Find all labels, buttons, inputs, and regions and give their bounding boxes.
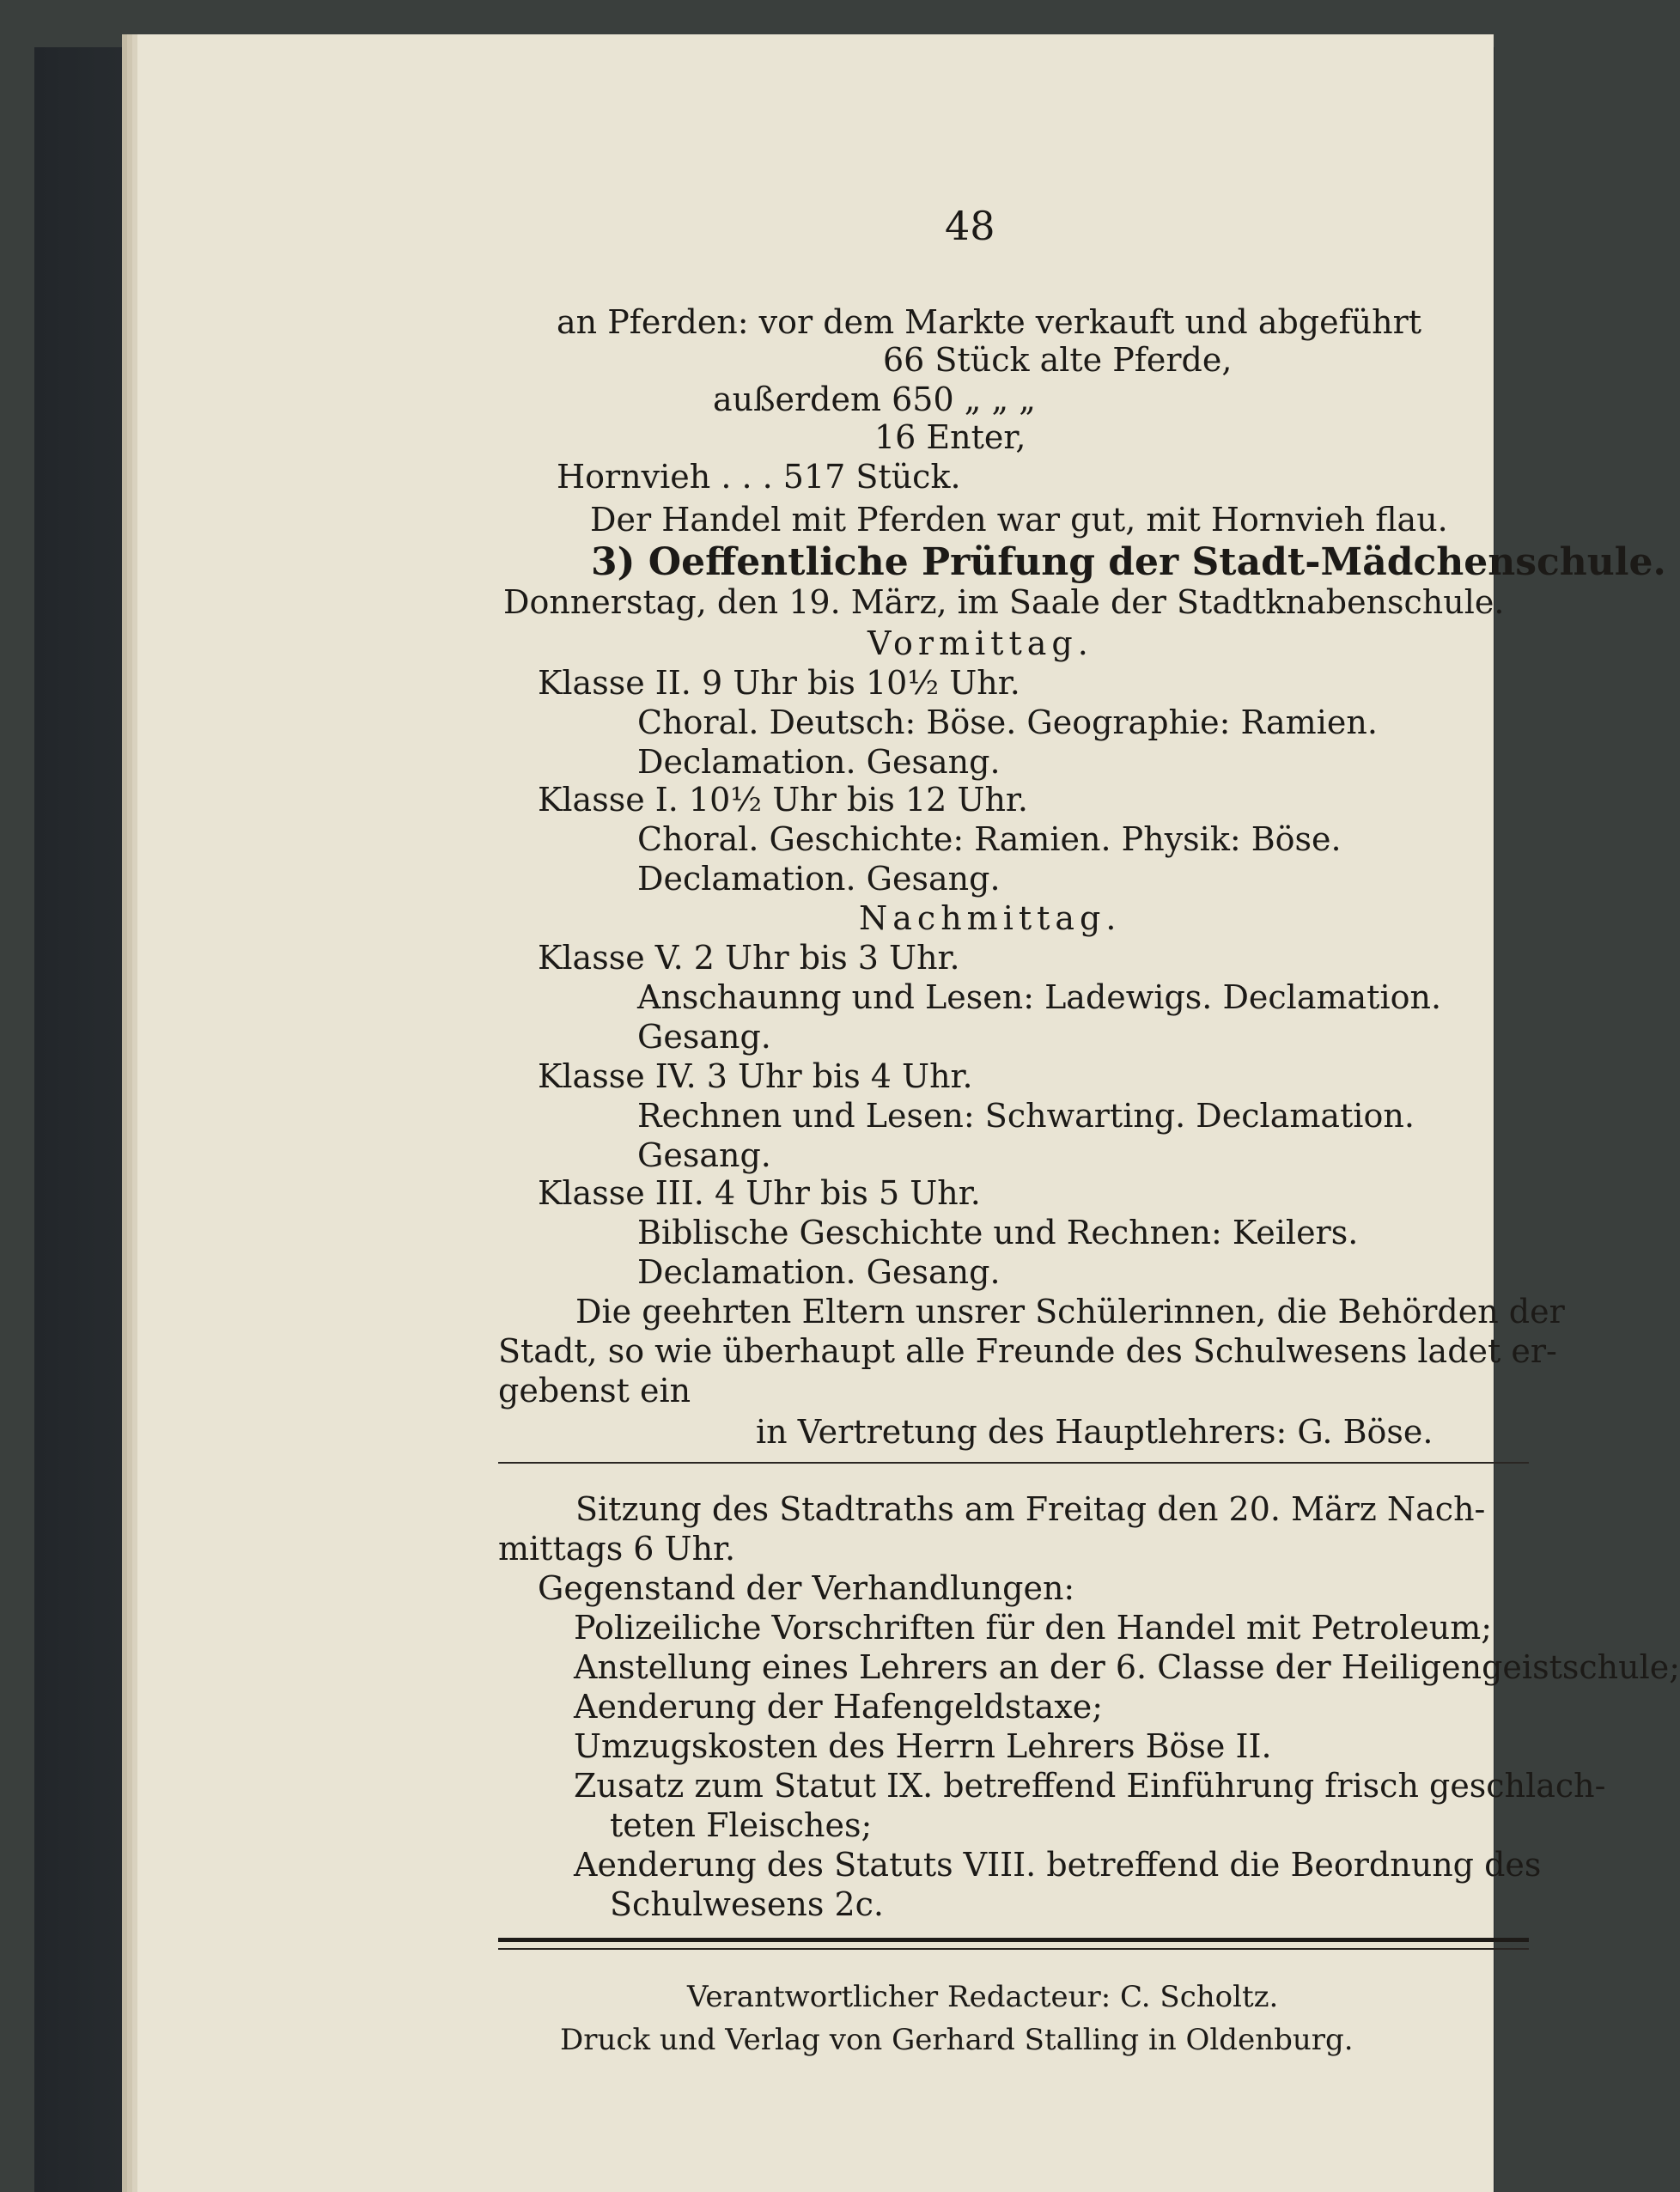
class-i-heading: Klasse I. 10½ Uhr bis 12 Uhr. [538,781,1029,819]
exam-morning: Vormittag. [867,624,1093,662]
class-iii-subjects: Biblische Geschichte und Rechnen: Keilers. [637,1214,1359,1251]
class-ii-heading: Klasse II. 9 Uhr bis 10½ Uhr. [538,664,1020,702]
council-agenda-title: Gegenstand der Verhandlungen: [538,1569,1075,1607]
class-v-subjects: Anschaunng und Lesen: Ladewigs. Declamation. [637,978,1442,1016]
market-line-2: 66 Stück alte Pferde, [883,341,1233,379]
market-line-6: Der Handel mit Pferden war gut, mit Hornvieh flau. [590,501,1448,539]
council-line-1: Sitzung des Stadtraths am Freitag den 20. März Nach- [575,1490,1486,1528]
class-iv-heading: Klasse IV. 3 Uhr bis 4 Uhr. [538,1057,973,1095]
class-v-extras: Gesang. [637,1018,771,1056]
class-i-extras: Declamation. Gesang. [637,860,1001,898]
invitation-line-2: Stadt, so wie überhaupt alle Freunde des Schulwesens ladet er- [498,1332,1557,1370]
invitation-line-3: gebenst ein [498,1372,691,1410]
exam-heading: 3) Oeffentliche Prüfung der Stadt-Mädchenschule. [591,540,1666,584]
agenda-item-1: Polizeiliche Vorschriften für den Handel mit Petroleum; [574,1609,1493,1647]
class-iv-extras: Gesang. [637,1136,771,1174]
imprint-rule-bottom [498,1948,1529,1950]
market-line-4: 16 Enter, [874,418,1026,456]
imprint-printer: Druck und Verlag von Gerhard Stalling in Oldenburg. [560,2023,1354,2057]
imprint-rule-top [498,1938,1529,1942]
section-divider [498,1462,1529,1464]
exam-afternoon: Nachmittag. [859,899,1122,937]
class-v-heading: Klasse V. 2 Uhr bis 3 Uhr. [538,939,960,977]
class-i-subjects: Choral. Geschichte: Ramien. Physik: Böse. [637,820,1342,858]
market-line-1: an Pferden: vor dem Markte verkauft und abgeführt [557,303,1422,341]
class-iv-subjects: Rechnen und Lesen: Schwarting. Declamation. [637,1097,1415,1135]
class-ii-extras: Declamation. Gesang. [637,743,1001,781]
page-number: 48 [945,203,995,249]
agenda-item-6: Aenderung des Statuts VIII. betreffend die Beordnung des [574,1846,1542,1884]
agenda-item-4: Umzugskosten des Herrn Lehrers Böse II. [574,1727,1272,1765]
agenda-item-5: Zusatz zum Statut IX. betreffend Einführung frisch geschlach- [574,1767,1606,1805]
invitation-signature: in Vertretung des Hauptlehrers: G. Böse. [756,1413,1433,1451]
class-iii-extras: Declamation. Gesang. [637,1253,1001,1291]
agenda-item-2: Anstellung eines Lehrers an der 6. Classe der Heiligengeistschule; [574,1648,1680,1686]
book-page [137,34,1680,2192]
agenda-item-5-cont: teten Fleisches; [610,1806,873,1844]
invitation-line-1: Die geehrten Eltern unsrer Schülerinnen, die Behörden der [575,1293,1565,1330]
exam-date: Donnerstag, den 19. März, im Saale der Stadtknabenschule. [503,583,1505,621]
agenda-item-3: Aenderung der Hafengeldstaxe; [574,1688,1104,1726]
market-line-3: außerdem 650 „ „ „ [713,381,1036,418]
agenda-item-6-cont: Schulwesens 2c. [610,1885,885,1923]
council-line-2: mittags 6 Uhr. [498,1530,736,1568]
market-line-5: Hornvieh . . . 517 Stück. [557,458,961,496]
imprint-editor: Verantwortlicher Redacteur: C. Scholtz. [687,1980,1279,2014]
class-iii-heading: Klasse III. 4 Uhr bis 5 Uhr. [538,1174,981,1212]
class-ii-subjects: Choral. Deutsch: Böse. Geographie: Ramien. [637,703,1378,741]
